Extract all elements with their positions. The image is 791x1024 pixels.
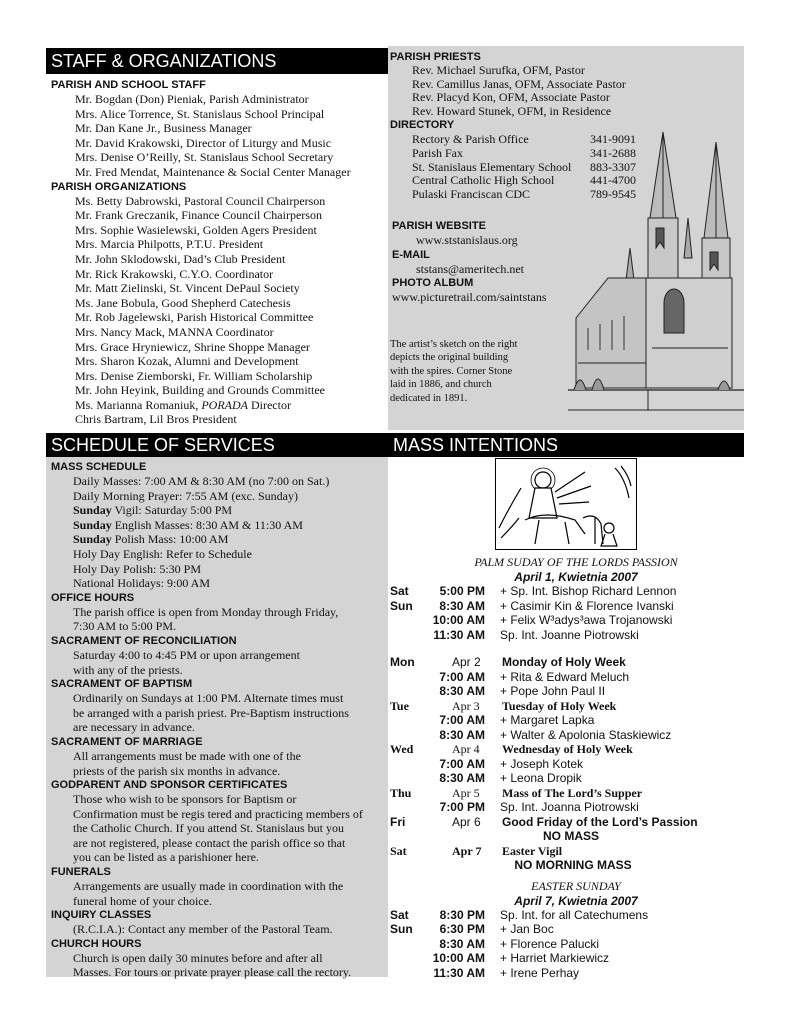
mass-day: Sun [390,598,413,613]
schedule-text: Holy Day English: Refer to Schedule [73,546,252,561]
schedule-section-title: SACRAMENT OF RECONCILIATION [51,634,237,647]
sketch-caption [390,338,560,405]
org-member: Mr. Rob Jagelewski, Parish Historical Committee [75,310,314,325]
mass-text: + Rita & Edward Meluch [500,669,630,684]
day-heading-row [388,655,744,670]
day-title: Good Friday of the Lord’s Passion [502,814,698,829]
mass-text: + Leona Dropik [500,771,582,785]
mass-row [388,713,744,728]
schedule-text: Vigil: Saturday 5:00 PM [111,503,233,518]
schedule-section-title: GODPARENT AND SPONSOR CERTIFICATES [51,779,288,792]
mass-time: 6:30 PM [439,922,485,936]
org-member: Mrs. Sophie Wasielewski, Golden Agers President [75,222,317,237]
mass-text: + Harriet Markiewicz [500,951,610,965]
mass-text: + Florence Palucki [500,936,600,951]
day-heading-row [388,815,744,830]
day-heading-row [388,742,744,757]
mass-text: + Irene Perhay [500,965,580,980]
staff-member: Mr. Dan Kane Jr., Business Manager [75,121,252,136]
directory-phone: 341-9091 [590,132,636,147]
day-title: Mass of The Lord’s Supper [502,785,643,800]
mass-row [388,800,744,815]
directory-name: Parish Fax [412,145,463,160]
mass-row [388,771,744,786]
album-link[interactable]: www.picturetrail.com/saintstans [392,290,547,305]
schedule-line [51,922,387,937]
orgs-title: PARISH ORGANIZATIONS [51,180,187,193]
staff-member: Mrs. Denise O’Reilly, St. Stanislaus School Secretary [75,150,334,165]
day-title: Tuesday of Holy Week [502,698,617,713]
mass-time: 8:30 AM [439,598,485,613]
mass-text: + Casimir Kin & Florence Ivanski [500,598,674,613]
schedule-text: priests of the parish six months in advance. [73,763,281,778]
schedule-text: Saturday 4:00 to 4:45 PM or upon arrangement [73,647,300,662]
schedule-text: Holy Day Polish: 5:30 PM [73,561,202,576]
easter-rows [388,908,744,981]
schedule-line [51,807,387,822]
schedule-line [51,503,387,518]
schedule-line [51,547,387,562]
mass-time: 5:00 PM [439,584,485,598]
mass-text: Sp. Int. Joanna Piotrowski [500,800,639,814]
schedule-text: Daily Masses: 7:00 AM & 8:30 AM (no 7:00 on Sat.) [73,474,330,488]
directory-phone: 789-9545 [590,186,636,201]
directory-phone: 883-3307 [590,159,636,174]
no-mass: NO MASS [542,829,599,843]
mass-time: 8:30 PM [439,907,485,922]
schedule-text: English Masses: 8:30 AM & 11:30 AM [111,517,303,532]
intentions-section [388,555,744,980]
org-member: Ms. Jane Bobula, Good Shepherd Catechesis [75,295,291,310]
sat-vigil-row: Sat Apr 7 Easter Vigil [390,843,563,858]
schedule-line [51,894,387,909]
mass-row [388,966,744,981]
schedule-text: (R.C.I.A.): Contact any member of the Pastoral Team. [73,922,333,937]
org-member: Mrs. Sharon Kozak, Alumni and Development [75,354,299,369]
priest: Rev. Camillus Janas, OFM, Associate Pastor [412,76,626,91]
schedule-bold: Sunday [73,532,112,547]
mass-time: 11:30 AM [433,627,485,642]
staff-header: STAFF & ORGANIZATIONS [46,48,388,74]
org-member: Mr. Matt Zielinski, St. Vincent DePaul Society [75,281,300,296]
day-label: Thu [390,785,412,800]
school-staff-title: PARISH AND SCHOOL STAFF [51,79,206,91]
day-date: Apr 6 [452,814,481,829]
mass-text: + Felix W³adys³awa Trojanowski [500,613,673,627]
schedule-text: Arrangements are usually made in coordination with the [73,879,344,894]
org-member: Mr. Frank Greczanik, Finance Council Chairperson [75,208,322,223]
schedule-line [51,720,387,735]
web-section [392,219,582,305]
mass-time: 10:00 AM [432,951,485,965]
schedule-text: Church is open daily 30 minutes before and after all [73,950,323,965]
schedule-text: Ordinarily on Sundays at 1:00 PM. Alternate times must [73,691,344,706]
caption-line: The artist’s sketch on the right [390,339,518,350]
mass-time: 8:30 AM [439,936,485,951]
schedule-line [51,619,387,634]
schedule-line [51,576,387,591]
org-member: Mrs. Grace Hryniewicz, Shrine Shoppe Manager [75,339,310,354]
mass-row [388,908,744,923]
mass-text: + Margaret Lapka [500,713,595,727]
org-member: Mr. Rick Krakowski, C.Y.O. Coordinator [75,266,274,281]
schedule-text: are not registered, please contact the parish office so that [73,835,346,850]
schedule-line [51,792,387,807]
intentions-header: MASS INTENTIONS [388,433,744,457]
schedule-line [51,749,387,764]
schedule-line [51,879,387,894]
mass-time: 7:00 AM [439,669,485,684]
schedule-line [51,821,387,836]
schedule-line [51,518,387,533]
directory-phone: 341-2688 [590,145,636,160]
org-member: Mrs. Denise Ziemborski, Fr. William Scholarship [75,368,313,383]
album-title: PHOTO ALBUM [392,277,474,290]
mass-row [388,628,744,643]
schedule-text: Masses. For tours or private prayer please call the rectory. [73,965,352,980]
mass-time: 11:30 AM [433,965,485,980]
schedule-text: All arrangements must be made with one of the [73,748,301,763]
mass-text: + Joseph Kotek [500,756,584,771]
palm-date: April 1, Kwietnia 2007 [514,570,638,584]
schedule-section-title: OFFICE HOURS [51,591,135,604]
palm-rows [388,584,744,642]
caption-line: depicts the original building [390,352,509,364]
schedule-line [51,764,387,779]
caption-line: dedicated in 1891. [390,392,468,404]
schedule-section-title: SACRAMENT OF MARRIAGE [51,735,203,748]
day-date: Apr 3 [452,698,480,713]
website-link[interactable]: www.ststanislaus.org [416,233,518,247]
schedule-line [51,951,387,966]
directory-name: Pulaski Franciscan CDC [412,186,530,201]
day-date: Apr 4 [452,742,480,756]
staff-member: Mr. David Krakowski, Director of Liturgy and Music [75,135,332,150]
day-label: Mon [390,655,415,669]
mass-row [388,599,744,614]
org-member: Mrs. Marcia Philpotts, P.T.U. President [75,237,264,252]
schedule-line [51,965,387,980]
schedule-line [51,474,387,489]
day-label: Wed [390,742,414,756]
schedule-text: are necessary in advance. [73,720,195,735]
schedule-line [51,850,387,865]
school-staff-list [51,92,388,180]
schedule-section-title: SACRAMENT OF BAPTISM [51,678,193,691]
schedule-text: The parish office is open from Monday through Friday, [73,604,339,619]
schedule-line [51,489,387,504]
porada-line: Ms. Marianna Romaniuk, PORADA Director [75,397,291,412]
schedule-text: National Holidays: 9:00 AM [73,576,210,591]
staff-section [51,78,388,427]
directory-name: Central Catholic High School [412,173,555,188]
schedule-bold: Sunday [73,517,112,532]
mass-text: + Jan Boc [500,922,554,936]
mass-time: 7:00 PM [439,800,485,814]
mass-text: Sp. Int. for all Catechumens [500,907,649,922]
caption-line: with the spires. Corner Stone [390,365,513,377]
mass-row [388,937,744,952]
schedule-text: be arranged with a parish priest. Pre-Baptism instructions [73,705,349,720]
day-date: Apr 2 [452,655,481,669]
schedule-line [51,532,387,547]
mass-row [388,684,744,699]
day-label: Tue [390,698,409,713]
no-morning-mass: NO MORNING MASS [514,858,632,872]
mass-day: Sat [390,584,409,598]
mass-time: 8:30 AM [439,684,485,698]
mass-row [388,613,744,628]
mass-text: Sp. Int. Joanne Piotrowski [500,627,639,642]
mass-time: 7:00 AM [439,713,485,727]
day-date: Apr 5 [452,785,480,800]
mass-row [388,728,744,743]
last-org: Chris Bartram, Lil Bros President [75,412,237,427]
schedule-bold: Sunday [73,503,112,518]
priest: Rev. Howard Stunek, OFM, in Residence [412,103,612,118]
schedule-line [51,663,387,678]
mass-time: 8:30 AM [439,771,485,785]
priests-title: PARISH PRIESTS [390,51,481,63]
schedule-section-title: FUNERALS [51,866,111,879]
schedule-text: Those who wish to be sponsors for Baptism or [73,792,297,807]
org-member: Mrs. Nancy Mack, MANNA Coordinator [75,324,274,339]
directory-phone: 441-4700 [590,173,636,188]
mass-row [388,922,744,937]
mass-row [388,757,744,772]
mass-text: + Walter & Apolonia Staskiewicz [500,727,672,742]
mass-day: Sun [390,922,413,936]
schedule-text: Confirmation must be regis tered and practicing members of [73,806,363,821]
directory-name: Rectory & Parish Office [412,132,529,147]
org-member: Mr. John Sklodowski, Dad’s Club President [75,251,286,266]
palm-title: PALM SUDAY OF THE LORDS PASSION [474,555,678,569]
schedule-text: 7:30 AM to 5:00 PM. [73,619,177,634]
day-title: Wednesday of Holy Week [502,742,633,756]
schedule-text: you can be listed as a parishioner here. [73,850,259,865]
mass-time: 8:30 AM [439,727,485,742]
schedule-section-title: CHURCH HOURS [51,937,142,950]
schedule-text: with any of the priests. [73,662,183,677]
schedule-text: Polish Mass: 10:00 AM [111,532,229,547]
schedule-line [51,691,387,706]
schedule-line [51,706,387,721]
priest: Rev. Placyd Kon, OFM, Associate Pastor [412,90,610,105]
schedule-text: Daily Morning Prayer: 7:55 AM (exc. Sunday) [73,488,298,503]
schedule-line [51,605,387,620]
mass-row [388,951,744,966]
schedule-text: funeral home of your choice. [73,893,212,908]
priests-list [390,64,690,118]
day-label: Fri [390,814,406,829]
schedule-section [51,460,387,980]
day-heading-row [388,699,744,714]
email-title: E-MAIL [392,248,430,261]
staff-member: Mrs. Alice Torrence, St. Stanislaus School Principal [75,106,325,121]
schedule-line [51,648,387,663]
directory-name: St. Stanislaus Elementary School [412,159,572,174]
org-member: Mr. John Heyink, Building and Grounds Committee [75,383,325,398]
week-rows [388,655,744,829]
schedule-section-title: MASS SCHEDULE [51,461,147,473]
caption-line: laid in 1886, and church [390,379,492,391]
priest: Rev. Michael Surufka, OFM, Pastor [412,63,585,77]
mass-time: 7:00 AM [439,756,485,771]
email-link[interactable]: ststans@ameritech.net [416,261,525,276]
church-sketch-image [568,128,744,420]
orgs-list [51,194,388,398]
easter-date: April 7, Kwietnia 2007 [514,893,638,908]
mass-day: Sat [390,907,409,922]
day-title: Monday of Holy Week [502,655,626,669]
org-member: Ms. Betty Dabrowski, Pastoral Council Chairperson [75,193,326,208]
staff-member: Mr. Fred Mendat, Maintenance & Social Center Manager [75,164,351,179]
schedule-section-title: INQUIRY CLASSES [51,909,152,922]
schedule-text: the Catholic Church. If you attend St. Stanislaus but you [73,821,344,836]
mass-row [388,670,744,685]
website-title: PARISH WEBSITE [392,220,486,232]
schedule-line [51,562,387,577]
mass-row [388,584,744,599]
mass-time: 10:00 AM [432,613,485,627]
mass-text: + Pope John Paul II [500,684,606,698]
schedule-line [51,836,387,851]
day-heading-row [388,786,744,801]
schedule-header: SCHEDULE OF SERVICES [46,433,388,457]
directory-title: DIRECTORY [390,119,455,132]
easter-title: EASTER SUNDAY [531,878,621,893]
mass-text: + Sp. Int. Bishop Richard Lennon [500,584,677,598]
staff-member: Mr. Bogdan (Don) Pieniak, Parish Administrator [75,92,309,106]
palm-sunday-illustration [495,458,637,550]
